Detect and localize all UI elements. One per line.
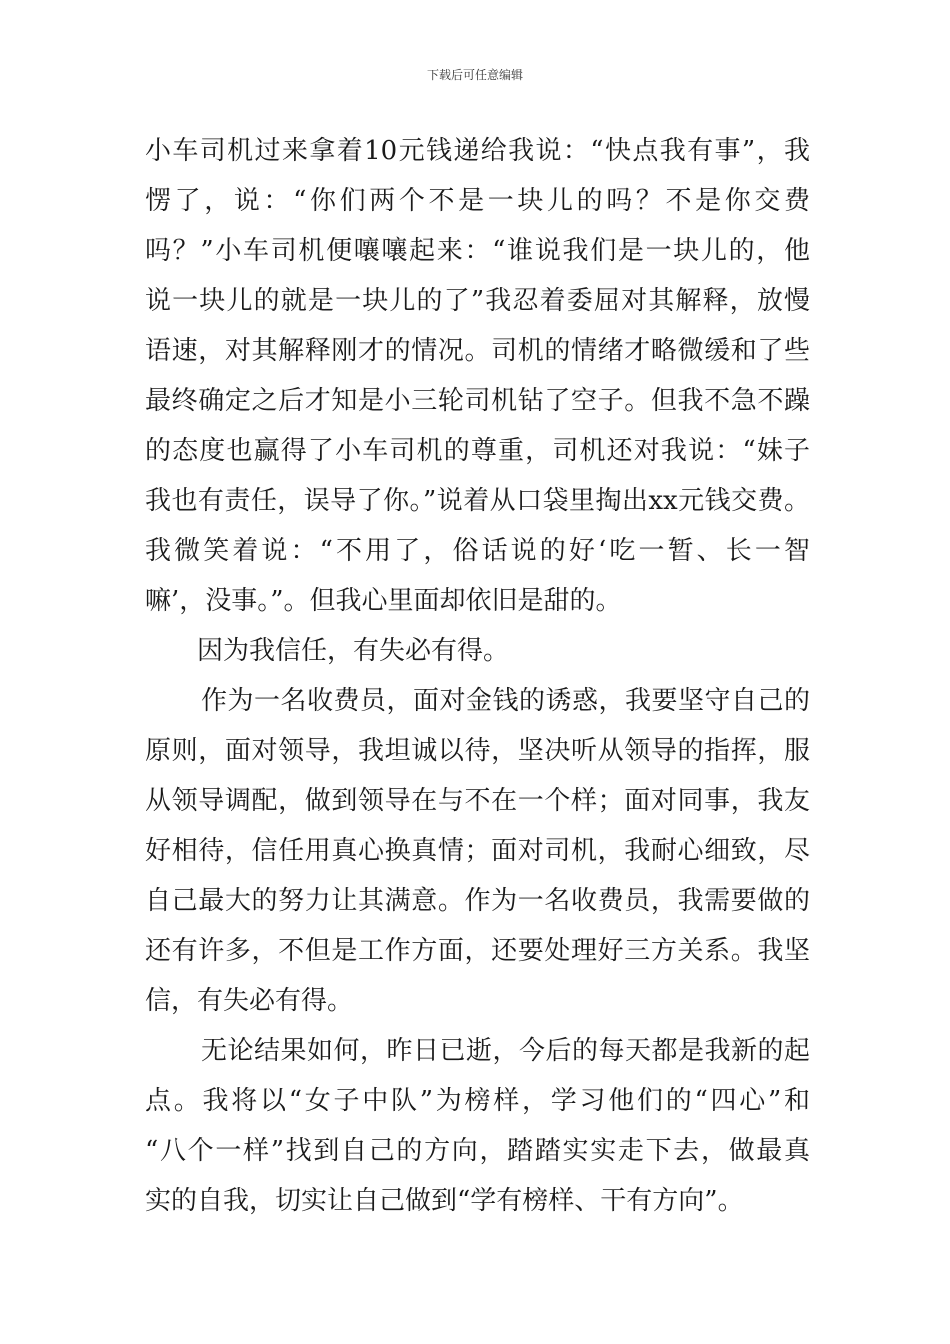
text-line: 的态度也赢得了小车司机的尊重，司机还对我说：“妹子 <box>145 436 810 466</box>
text-line: 因为我信任，有失必有得。 <box>197 636 510 666</box>
text-line: 语速，对其解释刚才的情况。司机的情绪才略微缓和了些 <box>145 336 810 366</box>
paragraph-2 <box>145 626 810 676</box>
text-line: 我也有责任，误导了你。”说着从口袋里掏出xx元钱交费。 <box>145 486 810 516</box>
document-body <box>145 126 810 1226</box>
text-line: 信，有失必有得。 <box>145 986 354 1016</box>
text-line: 无论结果如何，昨日已逝，今后的每天都是我新的起 <box>201 1036 810 1066</box>
text-line: 小车司机过来拿着10元钱递给我说：“快点我有事”，我 <box>145 136 810 166</box>
text-line: 我微笑着说：“不用了，俗话说的好‘吃一暂、长一智 <box>145 536 810 566</box>
text-line: 还有许多，不但是工作方面，还要处理好三方关系。我坚 <box>145 936 810 966</box>
text-line: 原则，面对领导，我坦诚以待，坚决听从领导的指挥，服 <box>145 736 810 766</box>
text-line: 最终确定之后才知是小三轮司机钻了空子。但我不急不躁 <box>145 386 810 416</box>
paragraph-4 <box>145 1026 810 1226</box>
text-line: 实的自我，切实让自己做到“学有榜样、干有方向”。 <box>145 1186 744 1216</box>
page-header: 下载后可任意编辑 <box>426 68 523 82</box>
text-line: 好相待，信任用真心换真情；面对司机，我耐心细致，尽 <box>145 836 810 866</box>
paragraph-3 <box>145 676 810 1026</box>
text-line: 从领导调配，做到领导在与不在一个样；面对同事，我友 <box>145 786 810 816</box>
text-line: 说一块儿的就是一块儿的了”我忍着委屈对其解释，放慢 <box>145 286 810 316</box>
text-line: 自己最大的努力让其满意。作为一名收费员，我需要做的 <box>145 886 810 916</box>
text-line: 吗？”小车司机便嚷嚷起来：“谁说我们是一块儿的，他 <box>145 236 810 266</box>
text-line: 点。我将以“女子中队”为榜样，学习他们的“四心”和 <box>145 1086 810 1116</box>
text-line: 嘛’，没事。”。但我心里面却依旧是甜的。 <box>145 586 622 616</box>
paragraph-1 <box>145 126 810 626</box>
text-line: “八个一样”找到自己的方向，踏踏实实走下去，做最真 <box>145 1136 810 1166</box>
text-line: 作为一名收费员，面对金钱的诱惑，我要坚守自己的 <box>201 686 810 716</box>
text-line: 愣了，说：“你们两个不是一块儿的吗？不是你交费 <box>145 186 810 216</box>
